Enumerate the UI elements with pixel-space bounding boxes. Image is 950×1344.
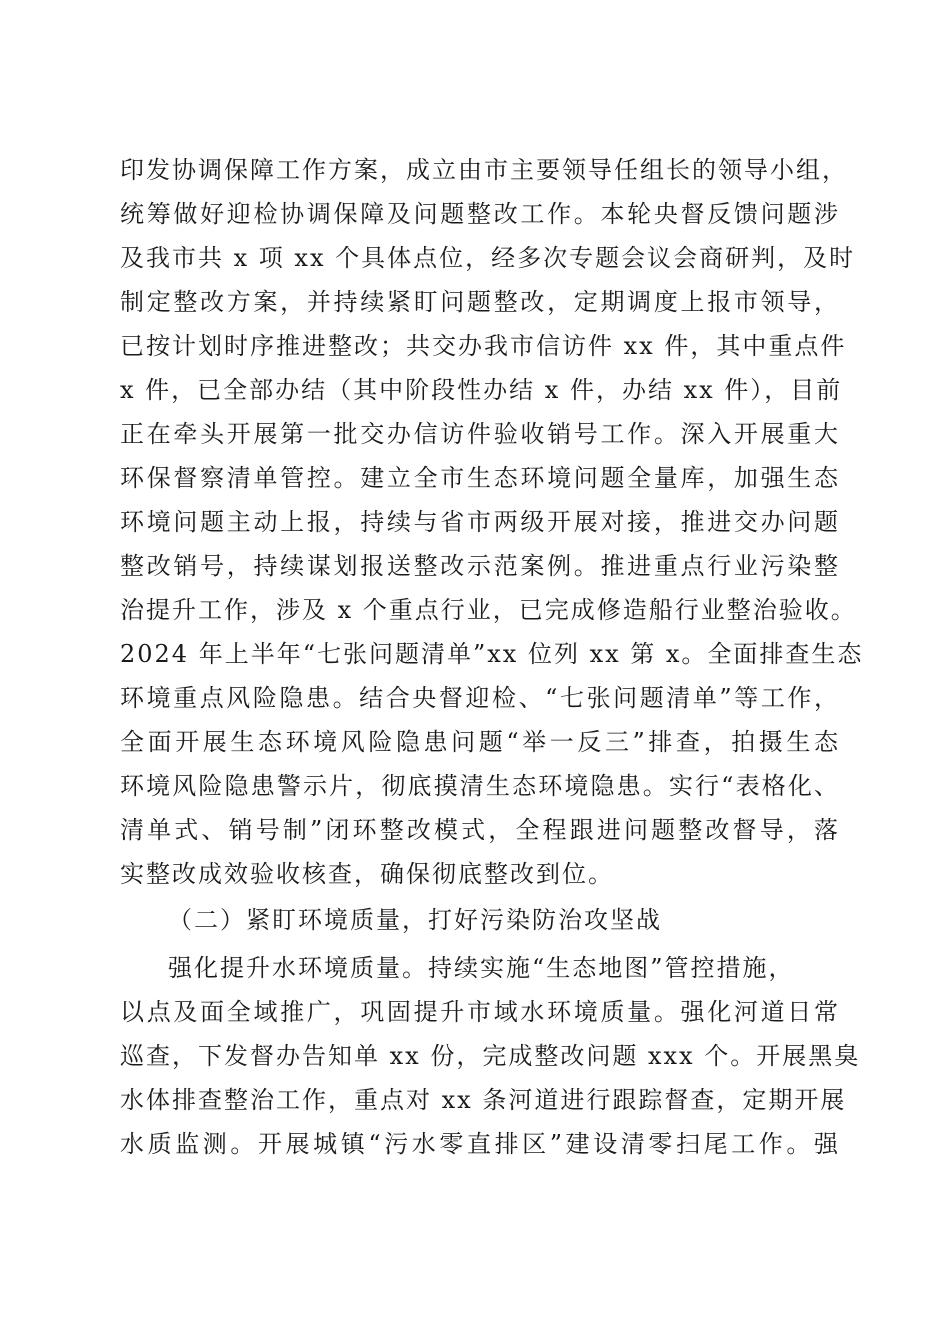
text-line: 以点及面全域推广，巩固提升市域水环境质量。强化河道日常 — [120, 998, 840, 1026]
text-line: 印发协调保障工作方案，成立由市主要领导任组长的领导小组， — [120, 156, 848, 184]
text-line: 整改销号，持续谋划报送整改示范案例。推进重点行业污染整 — [120, 552, 840, 580]
text-line: 已按计划时序推进整改；共交办我市信访件 xx 件，其中重点件 — [120, 332, 847, 360]
text-line: 巡查，下发督办告知单 xx 份，完成整改问题 xxx 个。开展黑臭 — [120, 1042, 861, 1070]
text-line: 全面开展生态环境风险隐患问题“举一反三”排查，拍摄生态 — [120, 728, 840, 756]
text-line: 环境风险隐患警示片，彻底摸清生态环境隐患。实行“表格化、 — [120, 772, 840, 800]
text-line: x 件，已全部办结（其中阶段性办结 x 件，办结 xx 件），目前 — [120, 376, 843, 404]
text-line: 强化提升水环境质量。持续实施“生态地图”管控措施， — [168, 954, 795, 982]
text-line: 环境重点风险隐患。结合央督迎检、“七张问题清单”等工作， — [120, 684, 840, 712]
text-line: 实整改成效验收核查，确保彻底整改到位。 — [120, 860, 614, 888]
section-heading: （二）紧盯环境质量，打好污染防治攻坚战 — [168, 906, 662, 934]
text-line: 水质监测。开展城镇“污水零直排区”建设清零扫尾工作。强 — [120, 1130, 840, 1158]
text-line: 制定整改方案，并持续紧盯问题整改，定期调度上报市领导， — [120, 288, 840, 316]
text-line: 环境问题主动上报，持续与省市两级开展对接，推进交办问题 — [120, 508, 840, 536]
text-line: 水体排查整治工作，重点对 xx 条河道进行跟踪督查，定期开展 — [120, 1086, 847, 1114]
text-line: 统筹做好迎检协调保障及问题整改工作。本轮央督反馈问题涉 — [120, 200, 840, 228]
text-line: 2024 年上半年“七张问题清单”xx 位列 xx 第 x。全面排查生态 — [120, 640, 864, 668]
text-line: 环保督察清单管控。建立全市生态环境问题全量库，加强生态 — [120, 464, 840, 492]
text-line: 及我市共 x 项 xx 个具体点位，经多次专题会议会商研判，及时 — [120, 244, 856, 272]
text-line: 正在牵头开展第一批交办信访件验收销号工作。深入开展重大 — [120, 420, 840, 448]
text-line: 清单式、销号制”闭环整改模式，全程跟进问题整改督导，落 — [120, 816, 840, 844]
text-line: 治提升工作，涉及 x 个重点行业，已完成修造船行业整治验收。 — [120, 596, 857, 624]
